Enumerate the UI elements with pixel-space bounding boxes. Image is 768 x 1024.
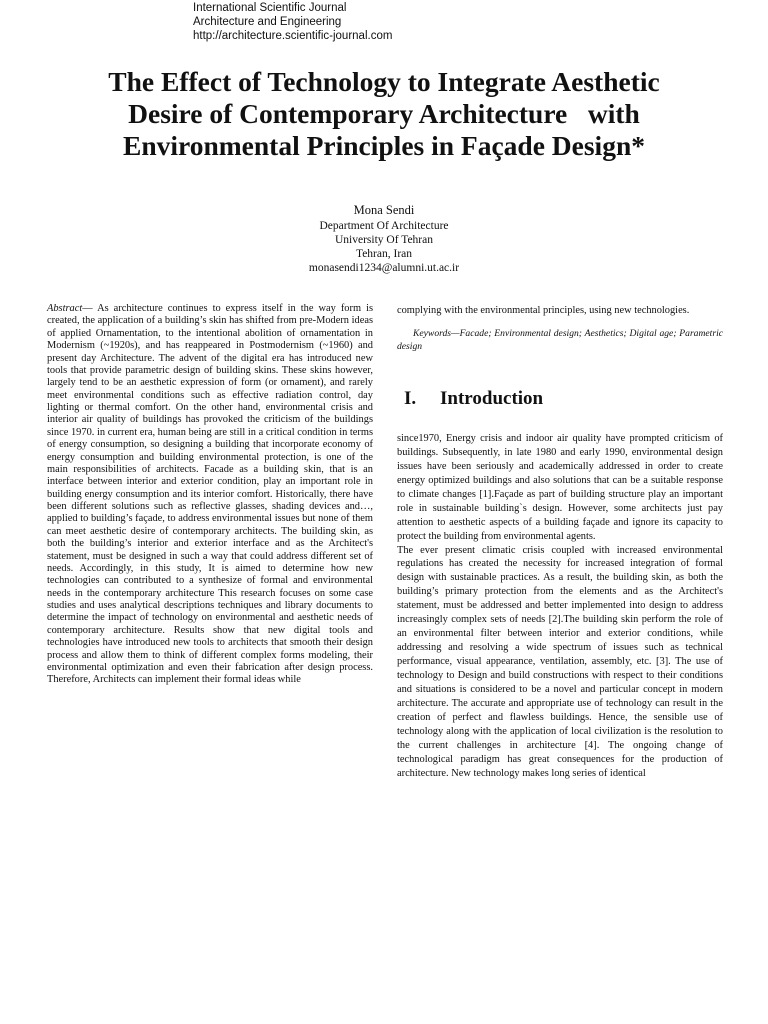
title-line-3: Environmental Principles in Façade Design* [122,130,645,161]
abstract-body: As architecture continues to express itself in the way form is created, the application of a building’s skin has shifted from pre-Modern ideas of applied Ornamentation, to the intentional abolition of ornamentation in Modernism (~1920s), and has reappeared in Postmodernism (~1960) and present day Architecture. The advent of the digital era has introduced new tools that provide parametric design of building skins. These skins however, largely tend to be an aesthetic expression of form (or ornament), and rarely meet environmental conditions such as effective radiation control, day lighting or thermal comfort. On the other hand, environmental crisis and interior air quality of buildings has provoked the criticism of the buildings since 1970. in current era, human being are still in a critical condition in terms of energy consumption, so designing a building that incorporate economy of energy consumption and building environmental protection, is one of the main responsibilities of architects. Facade as a building skin, that is an interface between interior and exterior condition, play an important role in building energy consumption and its interior comfort. Historically, there have been different solutions such as reflective glasses, shading devices and…, applied to building’s façade, to address environmental issues but none of them can meet aesthetic desire of contemporary architects. The building skin, as both the building’s interior and exterior interface and as the Architect's statement, must be designed in such a way that could address different set of needs. Accordingly, in this study, It is aimed to determine how new technologies can contributed to a synthesize of formal and environmental needs in the contemporary architecture This research focuses on some case studies and uses analytical descriptions techniques and library documents to determine the impact of technology on environmental and aesthetic needs of contemporary architecture. Results show that new digital tools and technologies have introduced new tools to architects that smooth their design process and allow them to think of different complex forms modeling, their environmental optimization and even their fabrication after design process. Therefore, Architects can implement their formal ideas while [47,303,373,686]
abstract-continuation: complying with the environmental principles, using new technologies. [397,305,690,316]
abstract-paragraph [47,303,373,687]
section-title: Introduction [440,388,544,409]
journal-subject: Architecture and Engineering [193,16,342,28]
keywords [397,328,723,353]
intro-paragraph-1: since1970, Energy crisis and indoor air quality have prompted criticism of buildings. Subsequently, in late 1980 and early 1990, environmental design issues have been seriously and academically addressed in order to create energy optimized buildings and also solutions that can be a suitable response to climate changes [1].Façade as part of building structure play an important role in sustainable building`s design. However, some architects just pay attention to aesthetic aspects of a building façade and ignore its capacity to protect the building from environmental agents. [397,433,723,542]
right-column-top [397,304,723,353]
journal-url[interactable]: http://architecture.scientific-journal.com [193,30,393,42]
title-line-1: The Effect of Technology to Integrate Aesthetic [108,66,660,97]
author-university: University Of Tehran [335,234,433,246]
title-line-2: Desire of Contemporary Architecture with [128,98,640,129]
section-heading [404,387,543,411]
keywords-label: Keywords— [413,328,460,340]
author-name: Mona Sendi [353,203,415,217]
author-department: Department Of Architecture [319,220,449,232]
abstract-label: Abstract [47,303,83,314]
introduction-body [397,432,723,780]
paper-title [40,66,728,162]
journal-name: International Scientific Journal [193,2,347,14]
intro-paragraph-2: The ever present climatic crisis coupled with increased environmental regulations has created the necessity for increased integration of formal design with sustainable practices. As a result, the building skin, as both the building’s primary protection from the elements and as the Architect's statement, must be addressed and better implemented into design to address increasingly complex sets of needs [2].The building skin perform the role of an environmental filter between interior and exterior conditions, while addressing and resolving a wide spectrum of issues such as technical performance, visual appearance, ventilation, assembly, etc. [3]. The use of technology to Design and build constructions with respect to their conditions and situations is considered to be a novel and particular concept in modern architecture. The accurate and appropriate use of technology can result in the creation of perfect and flawless buildings. Hence, the sensible use of technology along with the application of local civilization is the resolution to the current challenges in architecture [4]. The ongoing change of technological paradigm has great consequences for the production of architecture. New technology makes long series of identical [397,544,723,779]
abstract-column [47,303,373,687]
author-location: Tehran, Iran [355,248,413,260]
journal-header [193,1,513,43]
author-email[interactable]: monasendi1234@alumni.ut.ac.ir [308,262,460,274]
keywords-text: Facade; Environmental design; Aesthetics; Digital age; Parametric design [397,328,723,352]
author-block [200,203,568,275]
abstract-dash: — [82,303,98,314]
section-number: I. [404,388,417,409]
